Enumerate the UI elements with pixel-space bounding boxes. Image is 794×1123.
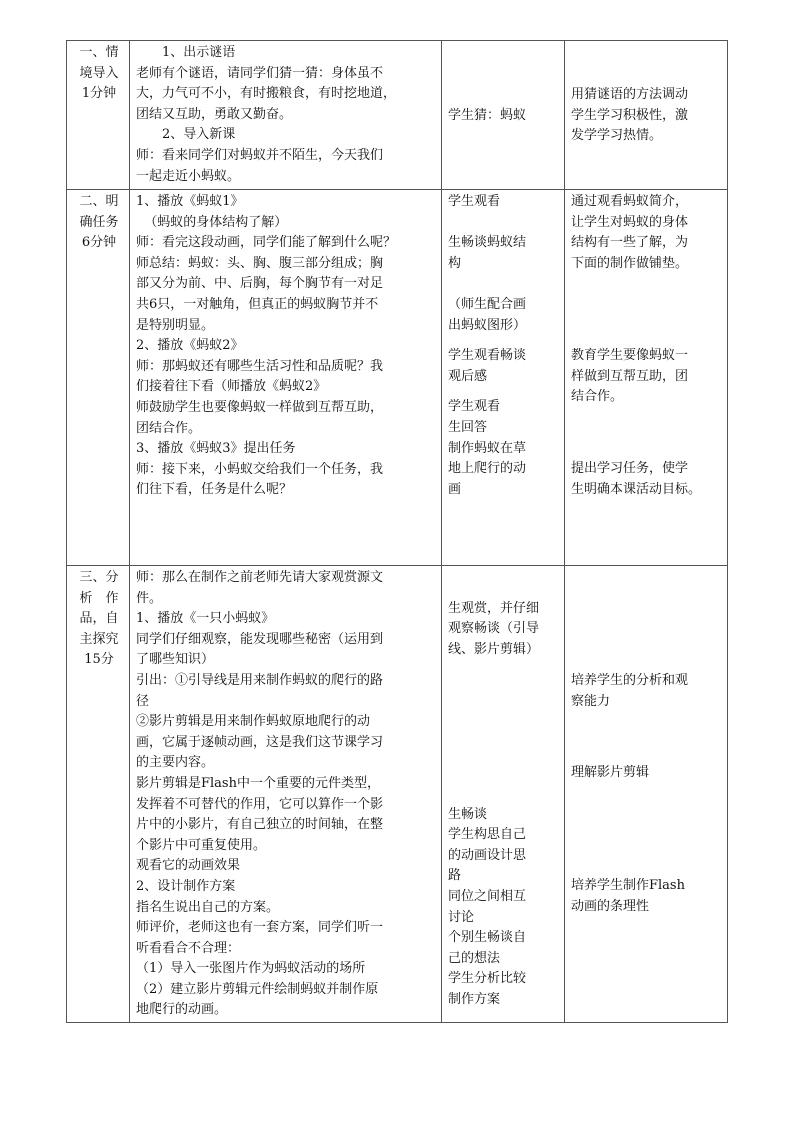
design-intent-cell: 用猜谜语的方法调动 学生学习积极性，激 发学学习热情。 — [565, 41, 728, 190]
student-activity-cell: 学生猜：蚂蚁 — [442, 41, 565, 190]
student-activity-cell: 生观赏，并仔细 观察畅谈（引导 线、影片剪辑） 生畅谈 学生构思自己 的动画设计思 路 同位之间相互 讨论 个别生畅谈自 己的想法 学生分析比较 制作方案 — [442, 566, 565, 1023]
table-row-situation — [67, 41, 728, 190]
table-row-task — [67, 190, 728, 566]
stage-cell: 三、分 析 作 品，自 主探究 15分 — [67, 566, 130, 1023]
design-intent-cell: 培养学生的分析和观 察能力 理解影片剪辑 培养学生制作Flash 动画的条理性 — [565, 566, 728, 1023]
stage-cell: 二、明 确任务 6分钟 — [67, 190, 130, 566]
design-intent-cell: 通过观看蚂蚁简介， 让学生对蚂蚁的身体 结构有一些了解，为 下面的制作做铺垫。 教育学生要像蚂蚁一 样做到互帮互助，团 结合作。 提出学习任务，使学 生明确本课活动目标。 — [565, 190, 728, 566]
teacher-activity-cell: 1、播放《蚂蚁1》 （蚂蚁的身体结构了解） 师：看完这段动画，同学们能了解到什么呢？ 师总结：蚂蚁：头、胸、腹三部分组成；胸 部又分为前、中、后胸，每个胸节有一对足 共6只，一对触角，但真正的蚂蚁胸节并不 是特别明显。 2、播放《蚂蚁2》 师：那蚂蚁还有哪些生活习性和品质呢？我 们接着往下看（师播放《蚂蚁2》 师鼓励学生也要像蚂蚁一样做到互帮互助， 团结合作。 3、播放《蚂蚁3》提出任务 师：接下来，小蚂蚁交给我们一个任务，我 们往下看，任务是什么呢？ — [130, 190, 442, 566]
student-activity-cell: 学生观看 生畅谈蚂蚁结 构 （师生配合画 出蚂蚁图形） 学生观看畅谈 观后感 学生观看 生回答 制作蚂蚁在草 地上爬行的动 画 — [442, 190, 565, 566]
teacher-activity-cell: 1、出示谜语 老师有个谜语，请同学们猜一猜：身体虽不 大，力气可不小，有时搬粮食，有时挖地道， 团结又互助，勇敢又勤奋。 2、导入新课 师：看来同学们对蚂蚁并不陌生，今天我们 一起走近小蚂蚁。 — [130, 41, 442, 190]
stage-cell: 一、情 境导入 1分钟 — [67, 41, 130, 190]
lesson-plan-table — [66, 40, 728, 1023]
table-row-analysis — [67, 566, 728, 1023]
teacher-activity-cell: 师：那么在制作之前老师先请大家观赏源文 件。 1、播放《一只小蚂蚁》 同学们仔细观察，能发现哪些秘密（运用到 了哪些知识） 引出：①引导线是用来制作蚂蚁的爬行的路 径 ②影片剪辑是用来制作蚂蚁原地爬行的动 画，它属于逐帧动画，这是我们这节课学习 的主要内容。 影片剪辑是Flash中一个重要的元件类型， 发挥着不可替代的作用，它可以算作一个影 片中的小影片，有自己独立的时间轴，在整 个影片中可重复使用。 观看它的动画效果 2、设计制作方案 指名生说出自己的方案。 师评价，老师这也有一套方案，同学们听一 听看看合不合理： （1）导入一张图片作为蚂蚁活动的场所 （2）建立影片剪辑元件绘制蚂蚁并制作原 地爬行的动画。 — [130, 566, 442, 1023]
